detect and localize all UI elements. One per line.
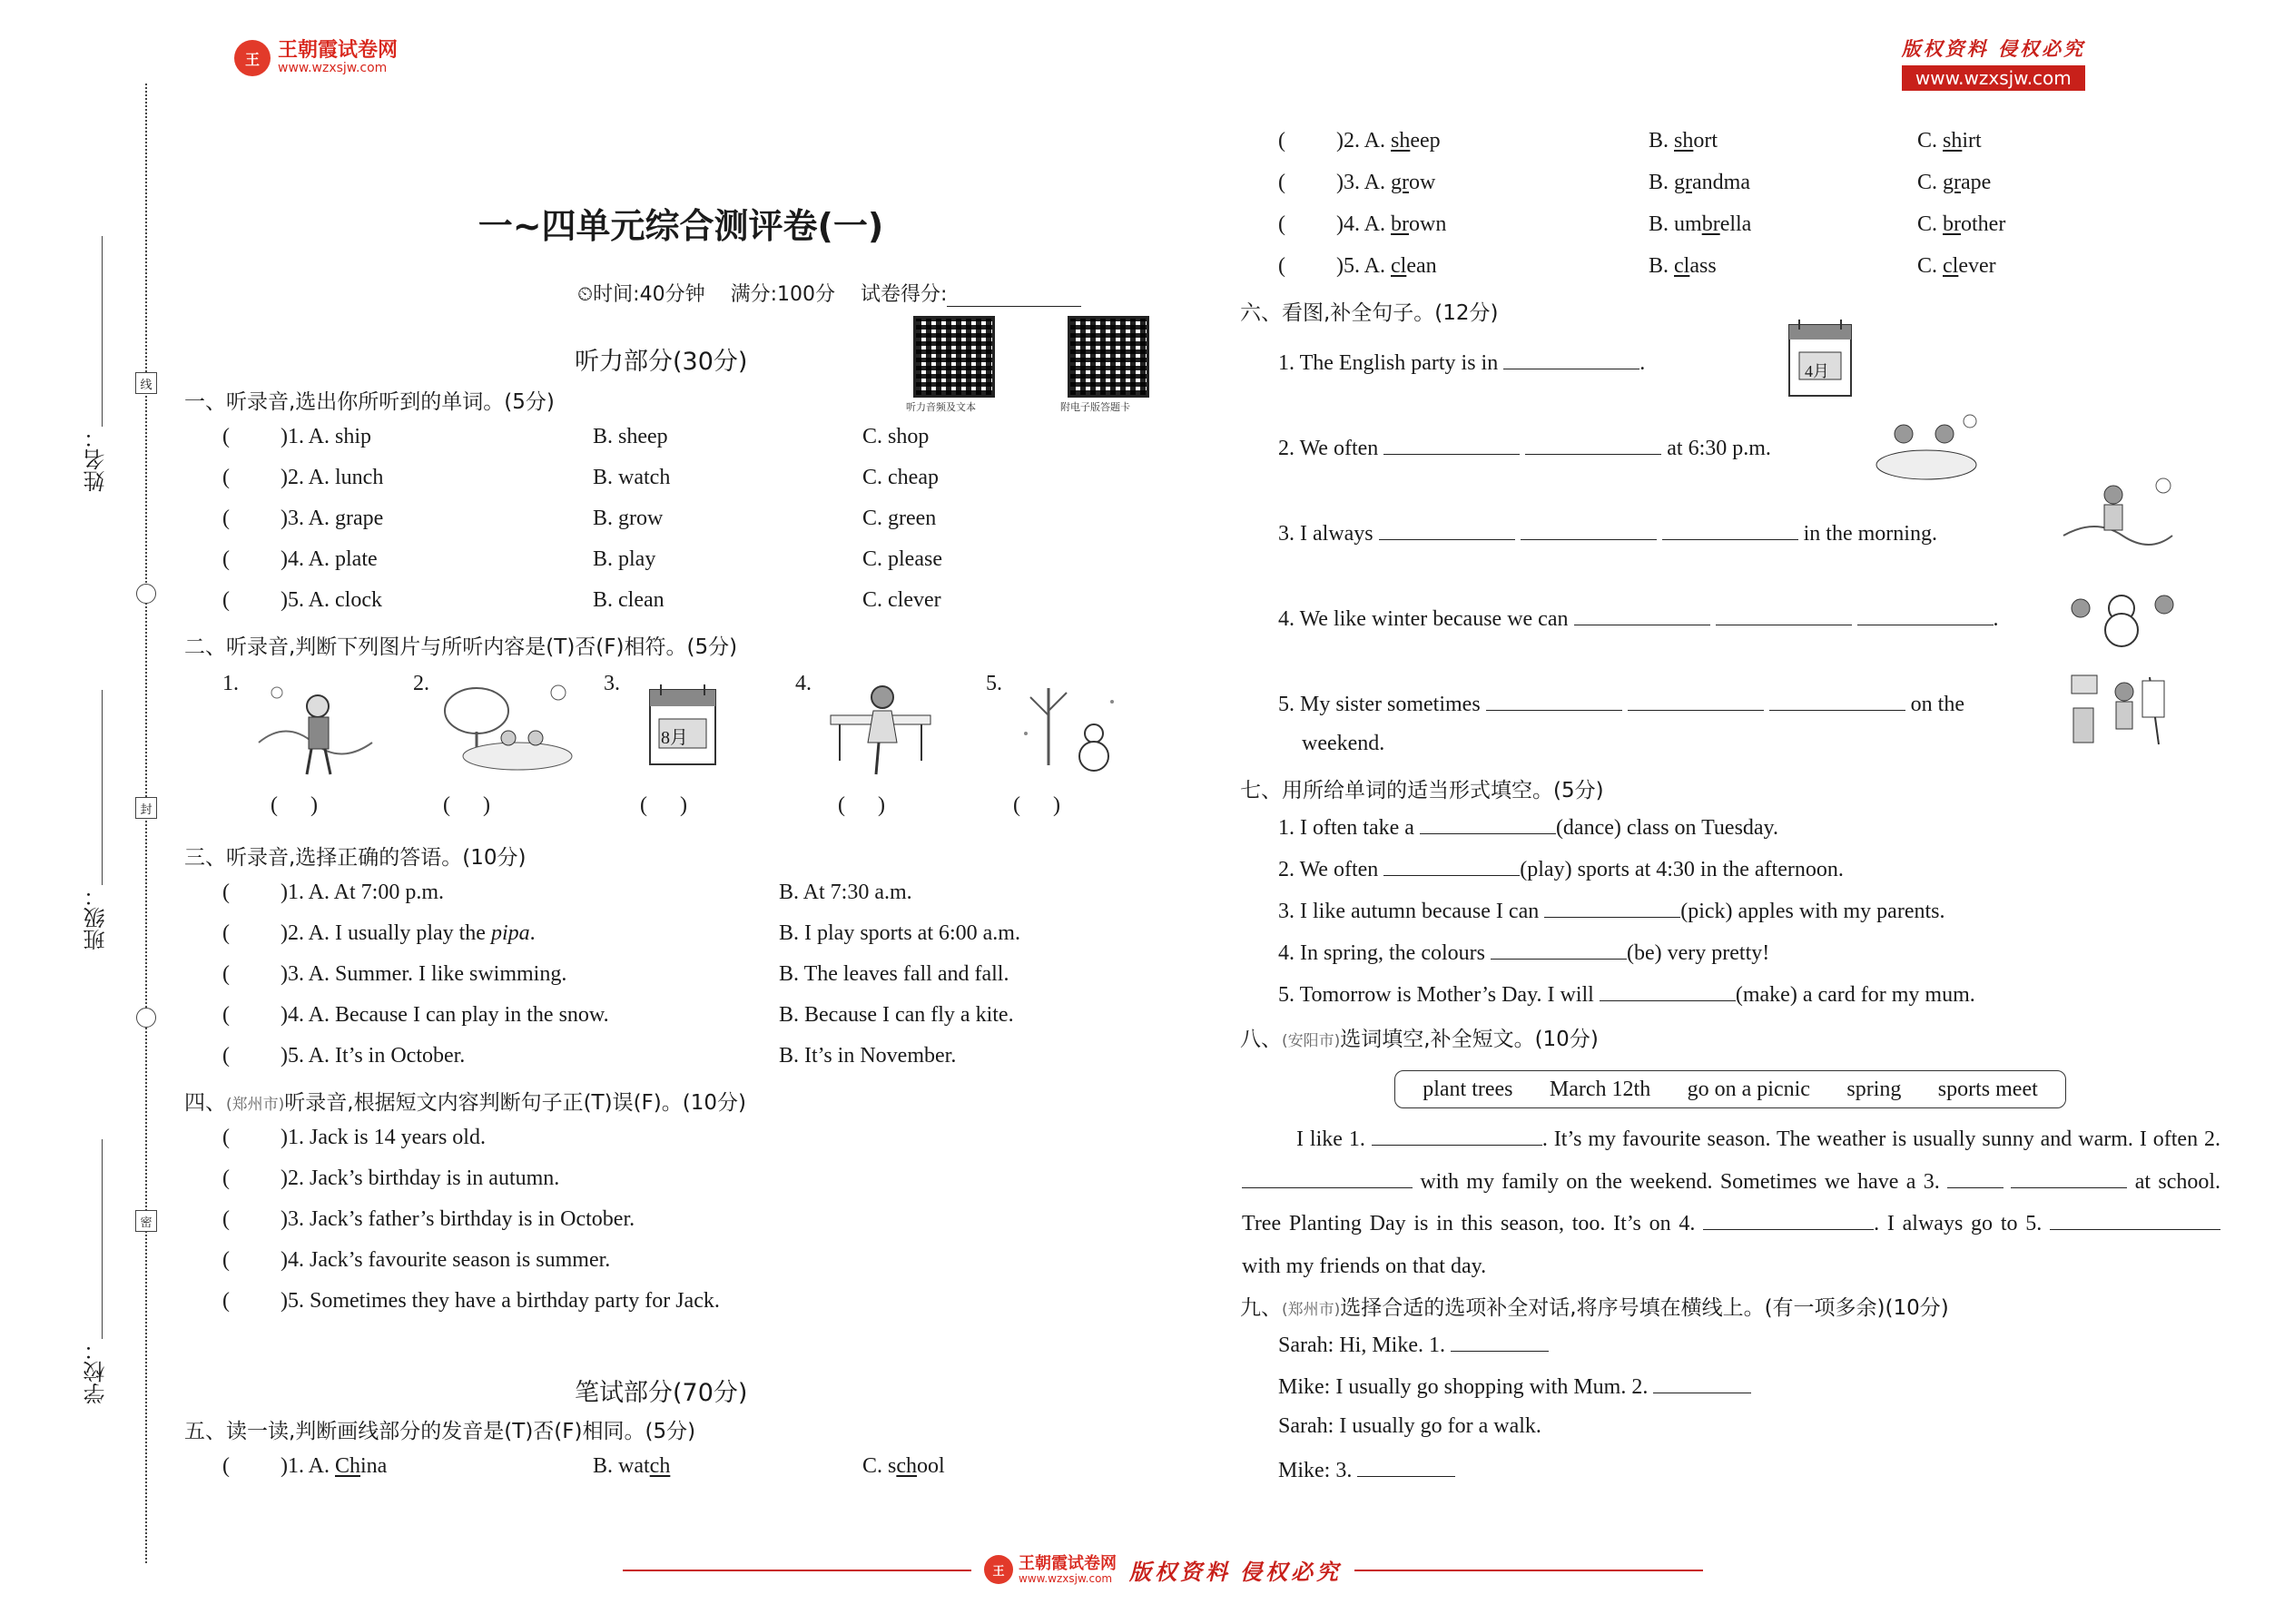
s5-q2-b: B. short <box>1649 129 1718 153</box>
class-label: 班级： <box>84 885 109 950</box>
s3-q1-b: B. At 7:30 a.m. <box>779 881 912 904</box>
footer-rule-right <box>1354 1570 1703 1571</box>
qr-audio-icon[interactable] <box>913 316 995 398</box>
s1-q3: ( )3. A. grape <box>222 507 384 530</box>
s7-q4: 4. In spring, the colours (be) very pretty! <box>1278 939 1769 966</box>
section-2-heading: 二、听录音,判断下列图片与所听内容是(T)否(F)相符。(5分) <box>184 635 738 659</box>
s1-q2: ( )2. A. lunch <box>222 466 384 489</box>
s4-q3: ( )3. Jack’s father’s birthday is in October. <box>222 1207 635 1231</box>
s3-q2-b: B. I play sports at 6:00 a.m. <box>779 921 1020 945</box>
footer-copyright: 版权资料 侵权必究 <box>1129 1561 1342 1585</box>
word-option: spring <box>1846 1077 1902 1101</box>
score-blank[interactable] <box>947 288 1081 307</box>
full-score: 满分:100分 <box>730 283 835 306</box>
class-line[interactable] <box>102 690 103 885</box>
s5-q4: ( )4. A. brown <box>1278 212 1447 236</box>
qr-answer-caption: 附电子版答题卡 <box>1060 401 1130 413</box>
s6-q3: 3. I always in the morning. <box>1278 519 1937 546</box>
written-title: 笔试部分(70分) <box>575 1379 748 1407</box>
section-7-heading: 七、用所给单词的适当形式填空。(5分) <box>1240 779 1604 802</box>
s1-q3-c: C. green <box>862 507 937 530</box>
s5-q3: ( )3. A. grow <box>1278 171 1436 194</box>
s1-q5: ( )5. A. clock <box>222 588 382 612</box>
s1-q4: ( )4. A. plate <box>222 547 378 571</box>
s1-q1: ( )1. A. ship <box>222 425 372 448</box>
binding-hole-1 <box>136 584 156 604</box>
listening-title: 听力部分(30分) <box>575 348 748 376</box>
s2-answer-4[interactable]: ( ) <box>838 793 885 817</box>
s1-q1-c: C. shop <box>862 425 930 448</box>
s2-label-3: 3. <box>604 672 620 695</box>
s1-q5-c: C. clever <box>862 588 941 612</box>
s2-pic-snowman <box>1008 679 1130 779</box>
s3-q1: ( )1. A. At 7:00 p.m. <box>222 881 445 904</box>
s7-q3: 3. I like autumn because I can (pick) apples with my parents. <box>1278 897 1944 924</box>
qr-answer-icon[interactable] <box>1068 316 1149 398</box>
site-url: www.wzxsjw.com <box>1902 65 2085 91</box>
s6-q4: 4. We like winter because we can . <box>1278 605 1999 632</box>
footer <box>623 1554 1703 1586</box>
time-info: ⏲时间:40分钟 <box>577 283 705 306</box>
s7-q1: 1. I often take a (dance) class on Tuesday. <box>1278 813 1778 841</box>
s3-q2: ( )2. A. I usually play the pipa. <box>222 921 536 945</box>
s6-calendar-text: 4月 <box>1805 362 1829 380</box>
s4-q4: ( )4. Jack’s favourite season is summer. <box>222 1248 611 1272</box>
name-label: 姓名： <box>84 427 109 492</box>
section-4-heading: 四、(郑州市)听录音,根据短文内容判断句子正(T)误(F)。(10分) <box>184 1091 746 1115</box>
score-label: 试卷得分: <box>860 283 948 306</box>
section-8-heading: 八、(安阳市)选词填空,补全短文。(10分) <box>1240 1028 1599 1051</box>
word-option: plant trees <box>1423 1077 1513 1101</box>
s5-q3-c: C. grape <box>1917 171 1992 194</box>
s2-answer-1[interactable]: ( ) <box>271 793 318 817</box>
section-1-heading: 一、听录音,选出你所听到的单词。(5分) <box>184 390 555 414</box>
s8-passage: I like 1. . It’s my favourite season. The weather is usually sunny and warm. I often 2. with my family on the weekend. Sometimes we have a 3. at school. Tree Planting Day is in this season, too. It’s on 4. . I always go to 5. with my friends on that day. <box>1242 1118 2220 1287</box>
s4-q5: ( )5. Sometimes they have a birthday party for Jack. <box>222 1289 720 1313</box>
copyright-text: 版权资料 侵权必究 <box>1901 37 2085 60</box>
s5-q2-c: C. shirt <box>1917 129 1982 153</box>
s5-q2: ( )2. A. sheep <box>1278 129 1441 153</box>
logo-name: 王朝霞试卷网 <box>278 39 399 63</box>
s7-q5: 5. Tomorrow is Mother’s Day. I will (make) a card for my mum. <box>1278 980 1975 1008</box>
s9-line-4: Mike: 3. <box>1278 1456 1455 1483</box>
s2-label-2: 2. <box>413 672 429 695</box>
school-line[interactable] <box>102 1139 103 1339</box>
footer-logo-url: www.wzxsjw.com <box>1019 1571 1113 1585</box>
s1-q3-b: B. grow <box>593 507 664 530</box>
header-logo <box>234 40 398 76</box>
section-9-heading: 九、(郑州市)选择合适的选项补全对话,将序号填在横线上。(有一项多余)(10分) <box>1240 1296 1949 1320</box>
section-5-heading: 五、读一读,判断画线部分的发音是(T)否(F)相同。(5分) <box>184 1420 696 1443</box>
s6-pic-sister-painting <box>2068 672 2172 749</box>
s6-q5-cont: weekend. <box>1302 732 1385 755</box>
binding-dotted-line <box>145 84 147 1563</box>
s2-label-4: 4. <box>795 672 812 695</box>
s3-q3-b: B. The leaves fall and fall. <box>779 962 1009 986</box>
binding-mark-mi: 密 <box>135 1210 157 1232</box>
school-label: 学校： <box>84 1339 109 1404</box>
binding-mark-feng: 封 <box>135 797 157 819</box>
s3-q4-b: B. Because I can fly a kite. <box>779 1003 1014 1027</box>
qr-audio-caption: 听力音频及文本 <box>906 401 976 413</box>
s5-q4-c: C. brother <box>1917 212 2006 236</box>
s1-q1-b: B. sheep <box>593 425 668 448</box>
s1-q4-b: B. play <box>593 547 656 571</box>
s3-q5: ( )5. A. It’s in October. <box>222 1044 466 1068</box>
word-option: go on a picnic <box>1687 1077 1810 1101</box>
binding-mark-xian: 线 <box>135 372 157 394</box>
s6-pic-dinner <box>1872 408 1981 486</box>
section-6-heading: 六、看图,补全句子。(12分) <box>1240 301 1499 325</box>
s5-q5: ( )5. A. clean <box>1278 254 1437 278</box>
s3-q3: ( )3. A. Summer. I like swimming. <box>222 962 567 986</box>
name-line[interactable] <box>102 236 103 427</box>
s6-q2: 2. We often at 6:30 p.m. <box>1278 434 1771 461</box>
word-bank <box>1394 1070 2066 1108</box>
s2-pic-picnic <box>436 679 581 779</box>
binding-hole-2 <box>136 1008 156 1028</box>
word-option: March 12th <box>1549 1077 1651 1101</box>
s2-answer-2[interactable]: ( ) <box>443 793 490 817</box>
s2-answer-5[interactable]: ( ) <box>1013 793 1060 817</box>
s5-q5-b: B. class <box>1649 254 1717 278</box>
s6-pic-morning-run <box>2059 472 2177 554</box>
logo-badge-icon: 王 <box>234 40 271 76</box>
footer-logo-icon: 王 <box>984 1555 1013 1584</box>
s3-q5-b: B. It’s in November. <box>779 1044 957 1068</box>
footer-logo-name: 王朝霞试卷网 <box>1019 1554 1117 1573</box>
s4-q2: ( )2. Jack’s birthday is in autumn. <box>222 1166 560 1190</box>
page-title: 一~四单元综合测评卷(一) <box>478 206 884 246</box>
s4-q1: ( )1. Jack is 14 years old. <box>222 1126 486 1149</box>
s5-q3-b: B. grandma <box>1649 171 1750 194</box>
section-3-heading: 三、听录音,选择正确的答语。(10分) <box>184 846 527 870</box>
s2-label-5: 5. <box>986 672 1002 695</box>
s2-pic-skating-girl <box>826 679 935 779</box>
s5-q4-b: B. umbrella <box>1649 212 1752 236</box>
s9-line-1: Sarah: Hi, Mike. 1. <box>1278 1331 1549 1358</box>
s9-line-2: Mike: I usually go shopping with Mum. 2. <box>1278 1373 1751 1400</box>
s3-q4: ( )4. A. Because I can play in the snow. <box>222 1003 609 1027</box>
s1-q2-b: B. watch <box>593 466 671 489</box>
s1-q4-c: C. please <box>862 547 942 571</box>
footer-logo <box>984 1555 1117 1585</box>
s5-q5-c: C. clever <box>1917 254 1996 278</box>
s9-line-3: Sarah: I usually go for a walk. <box>1278 1414 1541 1438</box>
header-copyright <box>1902 34 2085 91</box>
s2-pic-kite-girl <box>254 679 377 779</box>
word-option: sports meet <box>1937 1077 2038 1101</box>
s1-q2-c: C. cheap <box>862 466 939 489</box>
s2-calendar-text: 8月 <box>661 728 688 748</box>
s6-q5: 5. My sister sometimes on the <box>1278 690 1964 717</box>
s7-q2: 2. We often (play) sports at 4:30 in the afternoon. <box>1278 855 1844 882</box>
logo-url: www.wzxsjw.com <box>278 61 388 76</box>
s2-answer-3[interactable]: ( ) <box>640 793 687 817</box>
s6-q1: 1. The English party is in . <box>1278 349 1645 376</box>
s6-pic-snow-play <box>2053 572 2190 649</box>
s5-q1-c: C. school <box>862 1454 945 1478</box>
s5-q1: ( )1. A. China <box>222 1454 388 1478</box>
s5-q1-b: B. watch <box>593 1454 671 1478</box>
footer-rule-left <box>623 1570 971 1571</box>
s2-label-1: 1. <box>222 672 239 695</box>
exam-meta <box>577 279 1081 307</box>
s1-q5-b: B. clean <box>593 588 665 612</box>
